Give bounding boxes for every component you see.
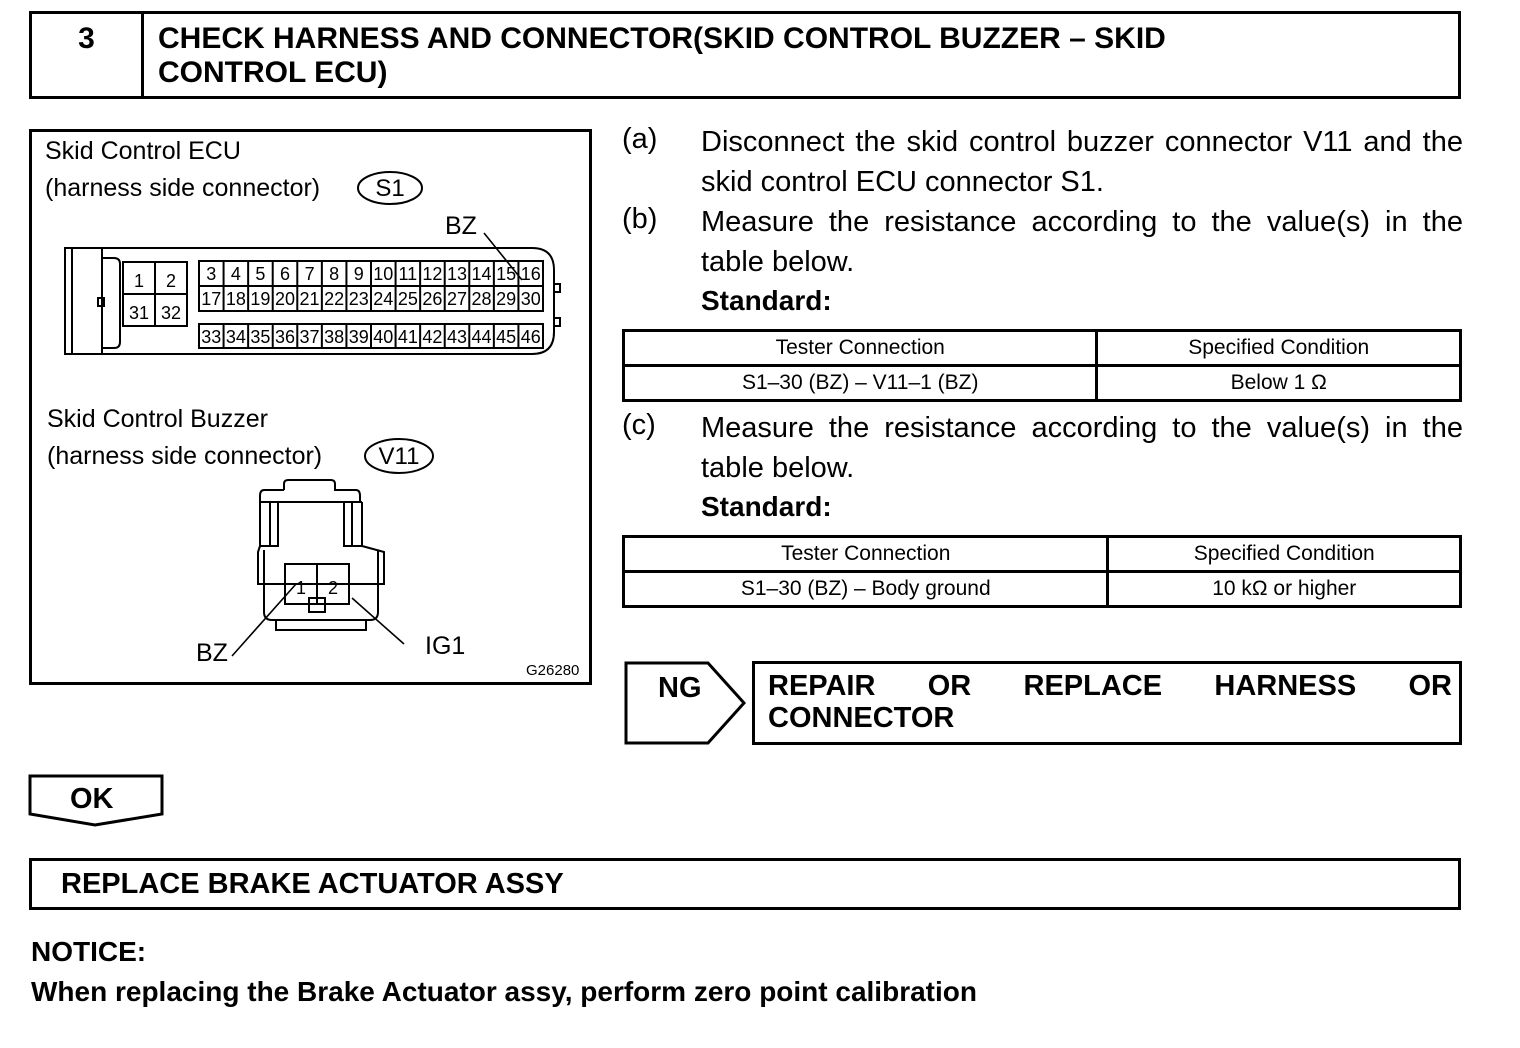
step-a-letter: (a)	[622, 123, 658, 155]
ecu-pin-number: 11	[398, 264, 418, 284]
ecu-connector-code: S1	[375, 175, 405, 202]
ng-result-word: OR	[1408, 670, 1452, 702]
notice-label: NOTICE:	[31, 936, 147, 967]
ng-result-box	[752, 661, 1462, 745]
ecu-pin-number: 8	[329, 264, 340, 284]
ecu-pin-number: 15	[496, 264, 517, 284]
ecu-label: Skid Control ECU	[45, 137, 241, 165]
ecu-pin-number: 19	[250, 289, 271, 309]
ecu-pin-number: 35	[250, 327, 271, 347]
ecu-pin-number: 30	[520, 289, 541, 309]
ecu-pin-number: 25	[397, 289, 418, 309]
buzzer-connector-label: (harness side connector)	[47, 442, 323, 470]
table-header-cell: Tester Connection	[624, 331, 1097, 366]
buzzer-ig1-label: IG1	[425, 632, 466, 660]
ecu-pin-number: 44	[471, 327, 492, 347]
table-header-cell: Tester Connection	[624, 537, 1108, 572]
ng-result-word: REPLACE	[1023, 670, 1163, 702]
step-c-standard-label: Standard:	[701, 491, 832, 522]
buzzer-pin-1: 1	[295, 578, 307, 598]
table-header-row	[624, 537, 1461, 572]
ecu-pin-number: 39	[348, 327, 369, 347]
step-b-text: Measure the resistance according to the value(s) in the table below.	[701, 206, 1463, 278]
ecu-pin-number: 24	[373, 289, 394, 309]
table-header-cell: Specified Condition	[1097, 331, 1461, 366]
replace-box	[29, 858, 1461, 910]
ng-result-word: OR	[927, 670, 972, 702]
ecu-pin-number: 6	[279, 264, 291, 284]
ecu-pin-number: 16	[520, 264, 541, 284]
ecu-pin-number: 4	[230, 264, 241, 284]
spec-table-c	[622, 535, 1462, 608]
ecu-pin-number: 41	[397, 327, 418, 347]
ecu-pin-number: 43	[446, 327, 468, 347]
notice-text: When replacing the Brake Actuator assy, perform zero point calibration	[31, 976, 977, 1007]
ecu-pin-number: 3	[206, 264, 217, 284]
buzzer-label: Skid Control Buzzer	[47, 405, 268, 433]
ecu-pin-number: 32	[160, 303, 182, 323]
step-b-standard-label: Standard:	[701, 285, 832, 316]
connector-drawing	[32, 132, 589, 682]
ecu-pin-number: 13	[446, 264, 468, 284]
ecu-pin-number: 45	[496, 327, 517, 347]
step-number: 3	[32, 14, 144, 96]
ng-result-word: HARNESS	[1214, 670, 1357, 702]
ecu-pin-number: 28	[471, 289, 492, 309]
ecu-pin-number: 20	[274, 289, 296, 309]
buzzer-connector-code: V11	[378, 443, 420, 470]
step-title-line1: CHECK HARNESS AND CONNECTOR(SKID CONTROL BUZZER – SKID	[158, 22, 1166, 55]
ecu-pin-number: 40	[373, 327, 394, 347]
ecu-pin-number: 9	[353, 264, 364, 284]
replace-text: REPLACE BRAKE ACTUATOR ASSY	[61, 868, 564, 900]
step-title-line2: CONTROL ECU)	[158, 56, 388, 89]
step-b-letter: (b)	[622, 203, 658, 235]
table-row	[624, 366, 1461, 401]
figure-id: G26280	[526, 662, 580, 679]
ecu-pin-number: 10	[373, 264, 394, 284]
ok-label: OK	[70, 783, 114, 815]
ng-result-line1	[768, 670, 1452, 702]
ecu-pin-number: 21	[299, 289, 320, 309]
ecu-pin-number: 26	[422, 289, 443, 309]
ecu-pin-number: 31	[128, 303, 150, 323]
ecu-pin-number: 14	[471, 264, 492, 284]
ng-result-line2: CONNECTOR	[768, 702, 955, 734]
ecu-pin-number: 37	[299, 327, 320, 347]
ecu-pin-number: 36	[274, 327, 296, 347]
ecu-pin-number: 46	[520, 327, 541, 347]
ecu-bz-label: BZ	[445, 212, 477, 240]
ecu-pin-number: 5	[255, 264, 266, 284]
spec-table-b	[622, 329, 1462, 402]
table-cell: S1–30 (BZ) – V11–1 (BZ)	[624, 366, 1097, 401]
table-header-row	[624, 331, 1461, 366]
ecu-pin-number: 38	[324, 327, 345, 347]
ecu-connector-label: (harness side connector)	[45, 174, 321, 202]
ecu-pin-number: 29	[496, 289, 517, 309]
ecu-pin-number: 42	[422, 327, 443, 347]
table-cell: Below 1 Ω	[1097, 366, 1461, 401]
ecu-pin-number: 23	[348, 289, 369, 309]
buzzer-pin-2: 2	[327, 578, 339, 598]
buzzer-connector-icon	[232, 480, 404, 656]
ecu-pin-number: 27	[446, 289, 468, 309]
ecu-pin-number: 22	[324, 289, 345, 309]
table-cell: 10 kΩ or higher	[1108, 572, 1461, 607]
table-header-cell: Specified Condition	[1108, 537, 1461, 572]
ecu-pin-number: 18	[225, 289, 246, 309]
step-c-letter: (c)	[622, 409, 656, 441]
ecu-pin-number: 12	[422, 264, 443, 284]
buzzer-bz-label: BZ	[196, 639, 228, 667]
ecu-pin-number: 33	[201, 327, 222, 347]
ng-result-word: REPAIR	[768, 670, 876, 702]
step-a-text: Disconnect the skid control buzzer connector V11 and the skid control ECU connector S1.	[701, 126, 1463, 198]
ecu-pin-number: 17	[201, 289, 222, 309]
step-header	[29, 11, 1461, 99]
connector-diagram	[29, 129, 592, 685]
ecu-pin-number: 7	[304, 264, 315, 284]
step-title	[158, 22, 1338, 90]
table-cell: S1–30 (BZ) – Body ground	[624, 572, 1108, 607]
table-row	[624, 572, 1461, 607]
step-c-text: Measure the resistance according to the value(s) in the table below.	[701, 412, 1463, 484]
ecu-pin-number: 2	[165, 271, 177, 291]
ecu-pin-number: 1	[133, 271, 145, 291]
ng-label: NG	[658, 672, 702, 704]
ecu-pin-number: 34	[225, 327, 246, 347]
